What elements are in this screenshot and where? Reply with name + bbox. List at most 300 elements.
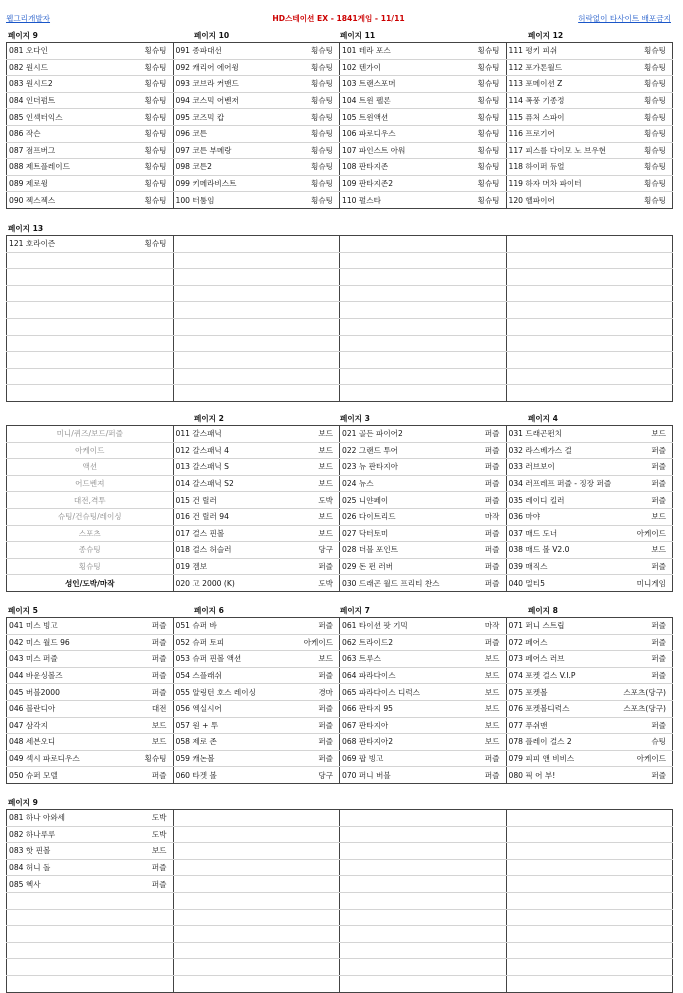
empty-slot xyxy=(340,860,506,875)
game-title: 030 드래곤 월드 프리티 찬스 xyxy=(342,578,440,588)
game-title: 082 원시드 xyxy=(9,62,48,72)
game-entry xyxy=(340,143,506,158)
empty-slot xyxy=(507,810,673,825)
game-entry xyxy=(340,193,506,208)
empty-slot xyxy=(174,236,340,251)
game-entry xyxy=(340,443,506,458)
game-genre: 보드 xyxy=(484,737,500,747)
table-row xyxy=(7,442,673,459)
game-entry xyxy=(340,476,506,491)
game-genre: 보드 xyxy=(151,737,167,747)
game-title: 037 매드 도너 xyxy=(508,528,558,538)
game-entry xyxy=(340,651,506,666)
empty-slot xyxy=(7,303,173,318)
empty-slot xyxy=(174,286,340,301)
empty-cell xyxy=(506,385,673,402)
game-title: 045 버블2000 xyxy=(9,687,60,697)
game-title: 084 허니 돌 xyxy=(9,863,51,873)
game-entry xyxy=(507,542,673,557)
table-row xyxy=(7,92,673,109)
game-cell xyxy=(506,43,673,60)
game-cell xyxy=(7,76,174,93)
page-header xyxy=(6,13,671,25)
category-label: 횡슈팅 xyxy=(78,562,101,572)
table-row xyxy=(7,252,673,269)
empty-slot xyxy=(507,352,673,367)
game-entry xyxy=(174,668,340,683)
empty-slot xyxy=(7,976,173,991)
empty-slot xyxy=(174,960,340,975)
table-row xyxy=(7,335,673,352)
game-cell xyxy=(173,525,340,542)
redistribution-notice-link[interactable]: 허락없이 타사이트 배포금지 xyxy=(578,14,671,23)
game-cell xyxy=(340,92,507,109)
page-heading: 페이지 8 xyxy=(528,606,558,615)
game-entry xyxy=(7,618,173,633)
empty-cell xyxy=(7,368,174,385)
empty-cell xyxy=(340,892,507,909)
game-cell xyxy=(173,700,340,717)
game-cell xyxy=(173,492,340,509)
empty-cell xyxy=(173,892,340,909)
game-entry xyxy=(7,768,173,783)
empty-slot xyxy=(340,827,506,842)
empty-slot xyxy=(174,827,340,842)
empty-slot xyxy=(174,369,340,384)
empty-cell xyxy=(7,959,174,976)
empty-cell xyxy=(506,909,673,926)
page-title: HD스테이션 EX - 1841게임 - 11/11 xyxy=(272,14,405,23)
game-cell xyxy=(340,667,507,684)
game-genre: 퍼즐 xyxy=(484,578,500,588)
game-title: 017 걸스 핀볼 xyxy=(175,528,225,538)
empty-slot xyxy=(507,910,673,925)
game-genre: 횡슈팅 xyxy=(643,145,666,155)
game-cell xyxy=(173,125,340,142)
game-title: 038 매드 볼 V2.0 xyxy=(508,545,570,555)
game-title: 059 캐논볼 xyxy=(175,754,215,764)
table-row xyxy=(7,109,673,126)
empty-slot xyxy=(507,386,673,401)
table-row xyxy=(7,525,673,542)
game-cell xyxy=(340,767,507,784)
game-entry xyxy=(507,426,673,441)
game-cell xyxy=(173,475,340,492)
table-row xyxy=(7,368,673,385)
page-heading: 페이지 11 xyxy=(340,31,376,40)
game-entry xyxy=(7,734,173,749)
empty-cell xyxy=(7,285,174,302)
empty-cell xyxy=(173,335,340,352)
game-cell xyxy=(7,175,174,192)
table-row xyxy=(7,810,673,827)
game-title: 091 종파대선 xyxy=(175,46,222,56)
game-entry xyxy=(340,509,506,524)
game-cell xyxy=(506,475,673,492)
game-genre: 마작 xyxy=(484,512,500,522)
table-row xyxy=(7,159,673,176)
game-cell xyxy=(506,700,673,717)
game-genre: 횡슈팅 xyxy=(643,129,666,139)
game-title: 035 레이디 킬러 xyxy=(508,495,565,505)
page-headings xyxy=(6,605,672,617)
page-headings xyxy=(6,223,672,235)
game-genre: 횡슈팅 xyxy=(310,79,333,89)
game-entry xyxy=(507,193,673,208)
empty-cell xyxy=(340,368,507,385)
game-cell xyxy=(7,700,174,717)
game-cell xyxy=(7,826,174,843)
game-entry xyxy=(174,734,340,749)
game-genre: 퍼즐 xyxy=(318,562,333,572)
game-title: 032 라스베가스 걸 xyxy=(508,445,572,455)
table-row xyxy=(7,76,673,93)
game-genre: 퍼즐 xyxy=(318,671,333,681)
empty-slot xyxy=(507,369,673,384)
game-cell xyxy=(340,525,507,542)
game-entry xyxy=(174,60,340,75)
game-genre: 횡슈팅 xyxy=(310,179,333,189)
page-heading: 페이지 9 xyxy=(8,798,38,807)
empty-slot xyxy=(340,286,506,301)
game-entry xyxy=(340,618,506,633)
empty-cell xyxy=(340,302,507,319)
empty-slot xyxy=(507,269,673,284)
game-entry xyxy=(507,493,673,508)
category-label: 종슈팅 xyxy=(78,545,101,555)
game-cell xyxy=(340,59,507,76)
game-entry xyxy=(507,476,673,491)
game-title: 121 호라이즌 xyxy=(9,239,56,249)
game-entry xyxy=(7,668,173,683)
game-genre: 퍼즐 xyxy=(651,621,666,631)
game-title: 098 코튼2 xyxy=(175,162,212,172)
game-title: 101 테라 포스 xyxy=(342,46,391,56)
game-cell xyxy=(173,175,340,192)
game-entry xyxy=(340,176,506,191)
game-cell xyxy=(340,175,507,192)
game-cell xyxy=(506,426,673,443)
empty-cell xyxy=(340,826,507,843)
empty-slot xyxy=(340,253,506,268)
game-title: 089 제로윙 xyxy=(9,179,48,189)
category-cell xyxy=(7,508,174,525)
game-genre: 퍼즐 xyxy=(151,637,167,647)
empty-cell xyxy=(506,352,673,369)
game-title: 054 스플래쉬 xyxy=(175,671,222,681)
game-genre: 도박 xyxy=(151,829,167,839)
empty-cell xyxy=(506,926,673,943)
page-heading: 페이지 12 xyxy=(528,31,564,40)
game-cell xyxy=(506,59,673,76)
game-genre: 아케이드 xyxy=(636,754,666,764)
game-cell xyxy=(173,558,340,575)
game-title: 103 트랜스포머 xyxy=(342,79,396,89)
game-cell xyxy=(340,558,507,575)
game-title: 115 퓨처 스파이 xyxy=(508,112,565,122)
game-genre: 횡슈팅 xyxy=(477,145,500,155)
game-genre: 횡슈팅 xyxy=(144,79,167,89)
game-cell xyxy=(506,76,673,93)
game-entry xyxy=(174,701,340,716)
empty-cell xyxy=(506,335,673,352)
empty-cell xyxy=(340,843,507,860)
game-entry xyxy=(507,718,673,733)
game-genre: 보드 xyxy=(318,429,333,439)
page-headings xyxy=(6,413,672,425)
game-title: 108 판타지존 xyxy=(342,162,389,172)
game-genre: 퍼즐 xyxy=(151,863,167,873)
category-label: 대전,격투 xyxy=(73,495,106,505)
game-cell xyxy=(340,76,507,93)
empty-slot xyxy=(507,843,673,858)
game-title: 062 트라이드2 xyxy=(342,637,394,647)
empty-cell xyxy=(506,810,673,827)
game-entry xyxy=(174,493,340,508)
empty-cell xyxy=(173,959,340,976)
game-entry xyxy=(7,718,173,733)
category-label: 액션 xyxy=(82,462,98,472)
game-genre: 퍼즐 xyxy=(484,479,500,489)
game-entry xyxy=(7,701,173,716)
game-genre: 횡슈팅 xyxy=(144,46,167,56)
category-cell xyxy=(7,575,174,592)
game-cell xyxy=(340,508,507,525)
game-cell xyxy=(506,525,673,542)
empty-slot xyxy=(507,827,673,842)
empty-slot xyxy=(340,269,506,284)
empty-cell xyxy=(173,236,340,253)
game-cell xyxy=(7,750,174,767)
empty-cell xyxy=(506,843,673,860)
game-cell xyxy=(173,542,340,559)
game-genre: 횡슈팅 xyxy=(477,179,500,189)
game-genre: 횡슈팅 xyxy=(477,62,500,72)
game-entry xyxy=(7,110,173,125)
table-row xyxy=(7,175,673,192)
empty-slot xyxy=(340,843,506,858)
empty-cell xyxy=(340,876,507,893)
empty-slot xyxy=(507,336,673,351)
game-genre: 횡슈팅 xyxy=(144,179,167,189)
game-genre: 퍼즐 xyxy=(318,704,333,714)
empty-cell xyxy=(340,385,507,402)
category-label: 아케이드 xyxy=(75,445,105,455)
game-title: 055 알링턴 호스 레이싱 xyxy=(175,687,256,697)
game-genre: 횡슈팅 xyxy=(144,239,167,249)
category-cell xyxy=(7,475,174,492)
game-title: 093 코브라 커맨드 xyxy=(175,79,239,89)
game-entry xyxy=(7,635,173,650)
page-heading: 페이지 4 xyxy=(528,414,558,423)
empty-slot xyxy=(174,336,340,351)
page-heading: 페이지 5 xyxy=(8,606,38,615)
game-title: 036 마야 xyxy=(508,512,541,522)
table-row xyxy=(7,634,673,651)
game-cell xyxy=(506,192,673,209)
game-cell xyxy=(506,109,673,126)
game-cell xyxy=(173,634,340,651)
page-headings xyxy=(6,797,672,809)
game-entry xyxy=(507,509,673,524)
game-cell xyxy=(340,700,507,717)
game-entry xyxy=(174,43,340,58)
game-cell xyxy=(506,618,673,635)
game-entry xyxy=(507,459,673,474)
game-entry xyxy=(340,734,506,749)
empty-cell xyxy=(7,302,174,319)
game-entry xyxy=(340,559,506,574)
game-cell xyxy=(506,767,673,784)
game-entry xyxy=(7,877,173,892)
game-cell xyxy=(506,651,673,668)
game-cell xyxy=(173,667,340,684)
empty-slot xyxy=(340,369,506,384)
empty-slot xyxy=(7,286,173,301)
game-cell xyxy=(173,442,340,459)
game-title: 049 섹시 파로디우스 xyxy=(9,754,80,764)
game-genre: 대전 xyxy=(151,704,167,714)
empty-slot xyxy=(340,910,506,925)
game-genre: 횡슈팅 xyxy=(643,96,666,106)
table-row xyxy=(7,318,673,335)
game-cell xyxy=(340,159,507,176)
page-heading: 페이지 3 xyxy=(340,414,370,423)
table-row xyxy=(7,302,673,319)
game-cell xyxy=(506,575,673,592)
game-title: 058 제로 존 xyxy=(175,737,217,747)
game-cell xyxy=(506,558,673,575)
game-cell xyxy=(506,175,673,192)
empty-cell xyxy=(173,352,340,369)
game-genre: 스포츠(당구) xyxy=(623,687,666,697)
game-genre: 퍼즐 xyxy=(651,495,666,505)
empty-cell xyxy=(340,269,507,286)
game-cell xyxy=(173,684,340,701)
game-title: 092 캐리어 에어윙 xyxy=(175,62,239,72)
game-genre: 횡슈팅 xyxy=(477,162,500,172)
table-row xyxy=(7,859,673,876)
game-cell xyxy=(173,109,340,126)
game-genre: 횡슈팅 xyxy=(144,162,167,172)
game-entry xyxy=(174,193,340,208)
game-title: 085 헥사 xyxy=(9,879,41,889)
game-cell xyxy=(340,442,507,459)
game-genre: 퍼즐 xyxy=(318,737,333,747)
game-title: 026 다이트리드 xyxy=(342,512,396,522)
empty-slot xyxy=(7,893,173,908)
game-title: 099 키메라비스트 xyxy=(175,179,237,189)
table-row xyxy=(7,285,673,302)
game-title: 040 멀티5 xyxy=(508,578,545,588)
game-entry xyxy=(7,60,173,75)
game-genre: 퍼즐 xyxy=(484,770,500,780)
game-entry xyxy=(340,718,506,733)
game-cell xyxy=(506,459,673,476)
game-cell xyxy=(506,684,673,701)
empty-cell xyxy=(506,942,673,959)
game-cell xyxy=(173,159,340,176)
empty-slot xyxy=(174,943,340,958)
table-row xyxy=(7,125,673,142)
game-title: 048 세븐오디 xyxy=(9,737,56,747)
empty-slot xyxy=(7,369,173,384)
game-title: 025 니얀페이 xyxy=(342,495,389,505)
game-title: 063 트루스 xyxy=(342,654,381,664)
game-cell xyxy=(340,684,507,701)
game-genre: 당구 xyxy=(318,770,333,780)
game-title: 031 드래곤펀치 xyxy=(508,429,563,439)
game-entry xyxy=(174,426,340,441)
game-cell xyxy=(506,142,673,159)
game-entry xyxy=(7,751,173,766)
empty-slot xyxy=(174,976,340,991)
table-row xyxy=(7,651,673,668)
game-genre: 퍼즐 xyxy=(484,528,500,538)
game-table xyxy=(6,425,673,592)
empty-slot xyxy=(507,236,673,251)
game-title: 076 포켓볼디럭스 xyxy=(508,704,570,714)
game-title: 097 코튼 부메랑 xyxy=(175,145,232,155)
table-row xyxy=(7,492,673,509)
game-cell xyxy=(173,575,340,592)
game-entry xyxy=(174,768,340,783)
game-cell xyxy=(340,43,507,60)
game-title: 033 러브보이 xyxy=(508,462,555,472)
empty-slot xyxy=(340,976,506,991)
game-entry xyxy=(340,459,506,474)
game-genre: 횡슈팅 xyxy=(643,62,666,72)
game-genre: 경마 xyxy=(318,687,333,697)
game-cell xyxy=(173,192,340,209)
game-title: 079 피피 앤 비비스 xyxy=(508,754,575,764)
empty-cell xyxy=(506,236,673,253)
game-genre: 퍼즐 xyxy=(651,445,666,455)
empty-slot xyxy=(174,877,340,892)
game-cell xyxy=(7,684,174,701)
game-entry xyxy=(174,635,340,650)
game-genre: 횡슈팅 xyxy=(310,145,333,155)
game-genre: 횡슈팅 xyxy=(144,96,167,106)
game-cell xyxy=(7,734,174,751)
game-title: 060 타겟 볼 xyxy=(175,770,217,780)
game-title: 084 인더펌트 xyxy=(9,96,56,106)
game-title: 013 갈스패닉 S xyxy=(175,462,229,472)
game-genre: 퍼즐 xyxy=(318,720,333,730)
game-genre: 퍼즐 xyxy=(651,637,666,647)
game-cell xyxy=(340,492,507,509)
game-entry xyxy=(174,718,340,733)
game-entry xyxy=(7,193,173,208)
table-row xyxy=(7,734,673,751)
game-entry xyxy=(507,734,673,749)
game-title: 081 오다인 xyxy=(9,46,48,56)
empty-cell xyxy=(506,859,673,876)
empty-slot xyxy=(507,253,673,268)
empty-slot xyxy=(340,303,506,318)
game-entry xyxy=(340,60,506,75)
empty-cell xyxy=(7,909,174,926)
game-entry xyxy=(507,43,673,58)
game-entry xyxy=(340,576,506,591)
game-cell xyxy=(506,92,673,109)
developer-link[interactable]: 웹그리개발자 xyxy=(6,14,51,23)
game-entry xyxy=(507,110,673,125)
game-table xyxy=(6,235,673,402)
game-title: 024 뉴스 xyxy=(342,479,374,489)
empty-cell xyxy=(506,959,673,976)
game-genre: 퍼즐 xyxy=(151,687,167,697)
